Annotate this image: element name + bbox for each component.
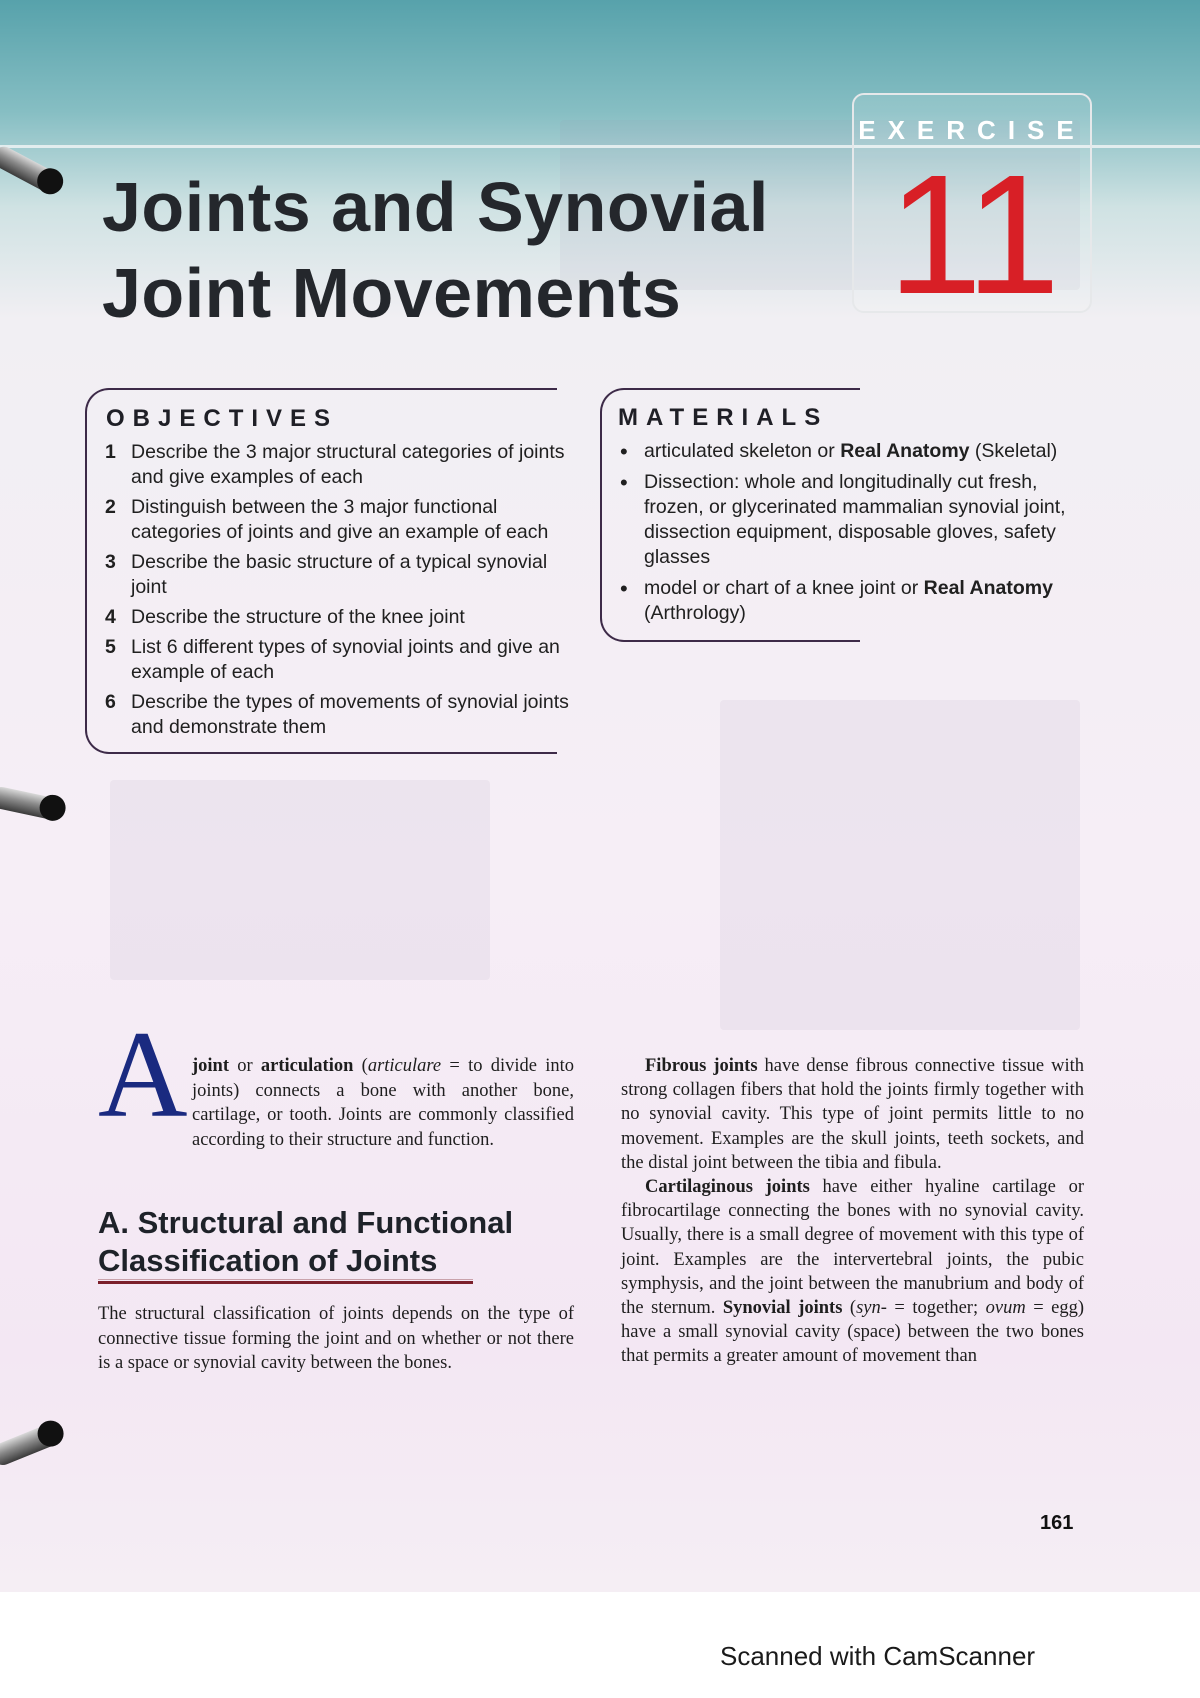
page-number: 161 (1040, 1512, 1074, 1534)
objective-number: 2 (105, 496, 116, 518)
objective-item (103, 605, 573, 630)
objective-number: 5 (105, 636, 116, 658)
title-line-1: Joints and Synovial (102, 168, 769, 246)
material-item: • articulated skeleton or Real Anatomy (Skeletal) (620, 439, 1058, 464)
paragraph-fibrous: Fibrous joints have dense fibrous connective tissue with strong collagen fibers that hold the joints firmly together with no synovial cavity. This type of joint permits little to no movement. Examples are the skull joints, teeth sockets, and the distal joint between the tibia and fibula. (621, 1056, 1085, 1173)
right-column (621, 1054, 1084, 1369)
objective-number: 6 (105, 691, 116, 713)
objective-text: List 6 different types of synovial joints and give an example of each (131, 636, 560, 683)
intro-paragraph: joint or articulation (articulare = to divide into joints) connects a bone with another bone, cartilage, or tooth. Joints are commonly classified according to their structure and function. (192, 1056, 574, 1150)
objective-number: 1 (105, 441, 116, 463)
term-joint: joint (192, 1056, 229, 1076)
materials-heading: MATERIALS (618, 404, 829, 431)
objective-item (103, 635, 573, 685)
objective-item (103, 440, 573, 490)
section-rule-highlight (98, 1279, 473, 1280)
exercise-badge (852, 93, 1092, 330)
title-line-2: Joint Movements (102, 254, 682, 332)
material-item: • Dissection: whole and longitudinally cut fresh, frozen, or glycerinated mammalian synovial joint, dissection equipment, disposable gloves, safety glasses (620, 470, 1066, 568)
binder-ring-icon (0, 1422, 62, 1469)
term-articulation: articulation (260, 1056, 354, 1076)
page-title (102, 164, 769, 336)
objectives-list (103, 440, 573, 745)
bullet-icon: • (620, 439, 628, 464)
materials-list (618, 439, 1093, 632)
objective-item (103, 550, 573, 600)
bleed-through-text (110, 780, 490, 980)
material-item: • model or chart of a knee joint or Real Anatomy (Arthrology) (620, 576, 1053, 624)
section-body: The structural classification of joints depends on the type of connective tissue forming the joint and on whether or not there is a space or synovial cavity between the bones. (98, 1304, 574, 1373)
paragraph-cartilaginous: Cartilaginous joints have either hyaline cartilage or fibrocartilage connecting the bones with no synovial cavity. Usually, there is a small degree of movement with this type of joint. Examples are the intervertebral joints, the pubic symphysis, and the joint between the manubrium and body of the sternum. Synovial joints (syn- = together; ovum = egg) have a small synovial cavity (space) between the two bones that permits a greater amount of movement than (621, 1177, 1084, 1367)
bullet-icon: • (620, 576, 628, 601)
objective-item (103, 495, 573, 545)
objective-text: Describe the structure of the knee joint (131, 606, 465, 628)
objectives-heading: OBJECTIVES (106, 405, 339, 432)
exercise-label: EXERCISE (858, 115, 1086, 145)
bleed-through-figure (720, 700, 1080, 1030)
bullet-icon: • (620, 470, 628, 495)
section-heading: A. Structural and Functional Classification of Joints (98, 1205, 514, 1278)
objective-number: 3 (105, 551, 116, 573)
objective-text: Distinguish between the 3 major functional categories of joints and give an example of each (131, 496, 549, 543)
objective-number: 4 (105, 606, 116, 628)
binder-ring-icon (0, 143, 61, 195)
section-rule (98, 1281, 473, 1284)
objective-item (103, 690, 573, 740)
objective-text: Describe the basic structure of a typical synovial joint (131, 551, 548, 598)
binder-ring-icon (0, 785, 62, 821)
exercise-number: 11 (887, 140, 1057, 330)
scanner-watermark: Scanned with CamScanner (720, 1641, 1036, 1671)
objective-text: Describe the 3 major structural categories of joints and give examples of each (131, 441, 565, 488)
objective-text: Describe the types of movements of synovial joints and demonstrate them (131, 691, 569, 738)
drop-cap: A (98, 1006, 188, 1143)
